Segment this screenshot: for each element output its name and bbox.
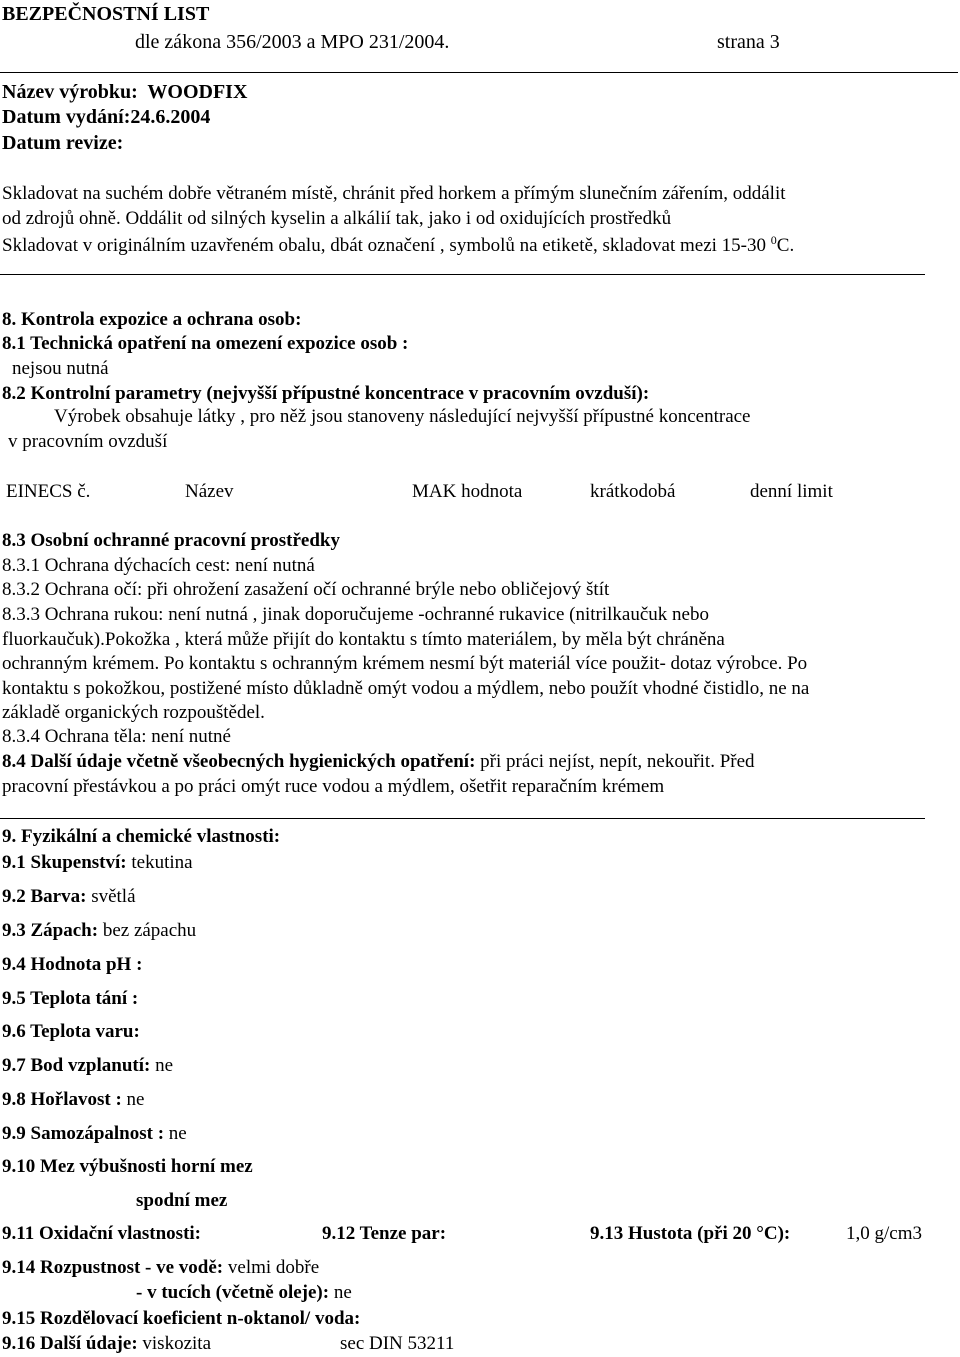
prop-9-2	[2, 885, 136, 909]
prop-9-1-value: tekutina	[126, 852, 193, 873]
section-8-3-3-line-5: základě organických rozpouštědel.	[2, 702, 265, 723]
product-label: Název výrobku:	[2, 81, 138, 103]
prop-9-1	[2, 851, 193, 875]
prop-9-14-label: 9.14 Rozpustnost - ve vodě:	[2, 1257, 224, 1278]
prop-9-8	[2, 1088, 144, 1112]
prop-9-16-label: 9.16 Další údaje:	[2, 1333, 138, 1354]
prop-9-11-label: 9.11 Oxidační vlastnosti:	[2, 1223, 201, 1244]
prop-9-7-value: ne	[150, 1055, 174, 1076]
product-name: WOODFIX	[147, 81, 248, 103]
section-8-title: 8. Kontrola expozice a ochrana osob:	[2, 309, 302, 330]
prop-9-14-fat-label: - v tucích (včetně oleje):	[136, 1282, 330, 1303]
prop-9-8-label: 9.8 Hořlavost :	[2, 1089, 122, 1110]
table-header-daily-limit: denní limit	[750, 481, 833, 502]
prop-9-14-fat	[136, 1281, 352, 1305]
prop-9-7	[2, 1054, 173, 1078]
section-9-title: 9. Fyzikální a chemické vlastnosti:	[2, 826, 281, 847]
prop-9-16	[2, 1332, 211, 1356]
prop-9-16-value: viskozita	[137, 1333, 212, 1354]
prop-9-9	[2, 1122, 187, 1146]
prop-9-9-value: ne	[164, 1123, 187, 1144]
section-8-3-title: 8.3 Osobní ochranné pracovní prostředky	[2, 530, 340, 551]
section-rule-8	[0, 274, 925, 275]
section-8-2-text-2: v pracovním ovzduší	[8, 431, 168, 452]
law-reference: dle zákona 356/2003 a MPO 231/2004.	[135, 31, 450, 53]
prop-9-6-label: 9.6 Teplota varu:	[2, 1021, 140, 1042]
revision-label: Datum revize:	[2, 132, 124, 154]
storage-line-3	[2, 234, 794, 258]
prop-9-15-label: 9.15 Rozdělovací koeficient n-oktanol/ voda:	[2, 1308, 361, 1329]
prop-9-16-standard: sec DIN 53211	[340, 1333, 455, 1354]
issue-date-line	[2, 105, 210, 129]
section-8-2-text-1: Výrobek obsahuje látky , pro něž jsou stanoveny následující nejvyšší přípustné koncentrace	[54, 406, 751, 427]
prop-9-7-label: 9.7 Bod vzplanutí:	[2, 1055, 151, 1076]
storage-line-3-unit: C.	[776, 235, 795, 256]
section-8-3-4: 8.3.4 Ochrana těla: není nutné	[2, 726, 231, 747]
prop-9-2-value: světlá	[86, 886, 136, 907]
section-8-4-text-1: při práci nejíst, nepít, nekouřit. Před	[475, 751, 755, 772]
prop-9-8-value: ne	[121, 1089, 145, 1110]
table-header-mak: MAK hodnota	[412, 481, 523, 502]
issue-label: Datum vydání:	[2, 106, 131, 128]
prop-9-14-value: velmi dobře	[223, 1257, 320, 1278]
prop-9-4-label: 9.4 Hodnota pH :	[2, 954, 143, 975]
prop-9-13-label: 9.13 Hustota (při 20 °C):	[590, 1223, 791, 1244]
section-8-1-title: 8.1 Technická opatření na omezení expozice osob :	[2, 333, 409, 354]
section-8-3-3-line-3: ochranným krémem. Po kontaktu s ochranným krémem nesmí být materiál více použit- dotaz výrobce. Po	[2, 653, 808, 674]
prop-9-9-label: 9.9 Samozápalnost :	[2, 1123, 165, 1144]
prop-9-3-label: 9.3 Zápach:	[2, 920, 99, 941]
section-8-1-value: nejsou nutná	[12, 358, 109, 379]
section-8-4-line-1	[2, 750, 755, 774]
degree-sup: 0	[770, 233, 777, 247]
section-8-3-3-line-4: kontaktu s pokožkou, postižené místo důkladně omýt vodou a mýdlem, nebo použít vhodné čistidlo, ne na	[2, 678, 810, 699]
issue-date: 24.6.2004	[130, 106, 211, 128]
prop-9-14-fat-value: ne	[329, 1282, 352, 1303]
prop-9-12-label: 9.12 Tenze par:	[322, 1223, 447, 1244]
section-8-3-2: 8.3.2 Ochrana očí: při ohrožení zasažení očí ochranné brýle nebo obličejový štít	[2, 579, 610, 600]
section-8-3-3-line-2: fluorkaučuk).Pokožka , která může přijít do kontaktu s tímto materiálem, by měla být chráněna	[2, 629, 725, 650]
prop-9-2-label: 9.2 Barva:	[2, 886, 87, 907]
storage-line-3-text: Skladovat v originálním uzavřeném obalu, dbát označení , symbolů na etiketě, skladovat mezi 15-30	[2, 235, 767, 256]
table-header-einecs: EINECS č.	[6, 481, 91, 502]
header-rule	[0, 72, 958, 73]
page-number: strana 3	[717, 31, 780, 53]
prop-9-1-label: 9.1 Skupenství:	[2, 852, 127, 873]
product-line	[2, 80, 247, 104]
prop-9-10-label: 9.10 Mez výbušnosti horní mez	[2, 1156, 253, 1177]
prop-9-3	[2, 919, 196, 943]
section-8-2-title: 8.2 Kontrolní parametry (nejvyšší přípustné koncentrace v pracovním ovzduší):	[2, 383, 650, 404]
section-8-3-3-line-1: 8.3.3 Ochrana rukou: není nutná , jinak doporučujeme -ochranné rukavice (nitrilkaučuk nebo	[2, 604, 709, 625]
section-8-3-1: 8.3.1 Ochrana dýchacích cest: není nutná	[2, 555, 315, 576]
prop-9-3-value: bez zápachu	[98, 920, 197, 941]
section-8-4-label: 8.4 Další údaje včetně všeobecných hygienických opatření:	[2, 751, 476, 772]
storage-line-1: Skladovat na suchém dobře větraném místě, chránit před horkem a přímým slunečním zářením, oddálit	[2, 183, 786, 204]
table-header-short-term: krátkodobá	[590, 481, 676, 502]
prop-9-5-label: 9.5 Teplota tání :	[2, 988, 139, 1009]
prop-9-10-lower: spodní mez	[136, 1190, 228, 1211]
prop-9-14	[2, 1256, 319, 1280]
section-rule-9	[0, 818, 925, 819]
document-title: BEZPEČNOSTNÍ LIST	[2, 3, 210, 25]
prop-9-13-value: 1,0 g/cm3	[846, 1223, 922, 1244]
section-8-4-line-2: pracovní přestávkou a po práci omýt ruce vodou a mýdlem, ošetřit reparačním krémem	[2, 776, 665, 797]
storage-line-2: od zdrojů ohně. Oddálit od silných kyselin a alkálií tak, jako i od oxidujících prostředků	[2, 208, 672, 229]
table-header-name: Název	[185, 481, 234, 502]
